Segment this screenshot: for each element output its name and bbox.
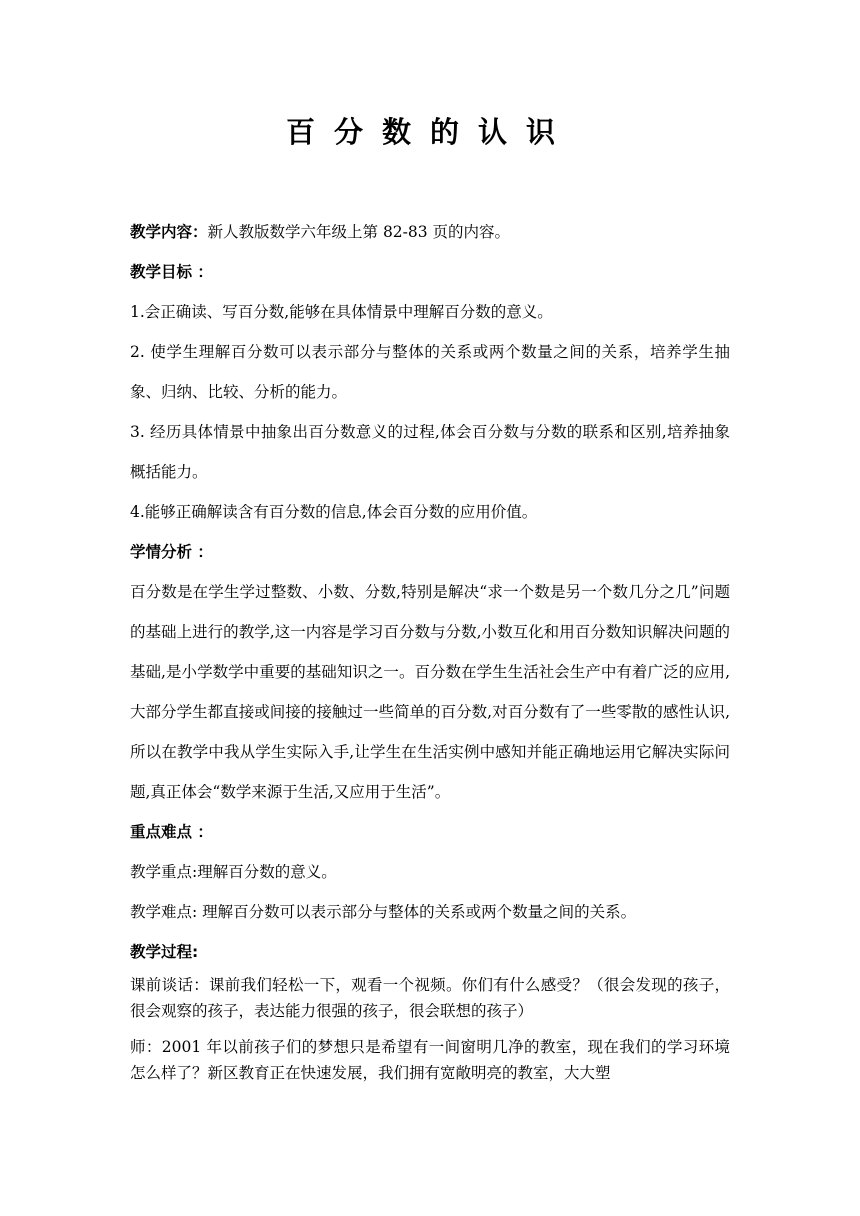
teaching-goal-1: 1.会正确读、写百分数,能够在具体情景中理解百分数的意义。 (130, 303, 553, 321)
teaching-goals-heading: 教学目标 ： (130, 263, 213, 281)
teaching-content-text: 新人教版数学六年级上第 82-83 页的内容。 (207, 223, 511, 241)
learning-analysis-text: 百分数是在学生学过整数、小数、分数,特别是解决“求一个数是另一个数几分之几”问题的基础上进行的教学,这一内容是学习百分数与分数,小数互化和用百分数知识解决问题的基础,是小学数学中重要的基础知识之一。百分数在学生生活社会生产中有着广泛的应用,大部分学生都直接或间接的接触过一些简单的百分数,对百分数有了一些零散的感性认识,所以在教学中我从学生实际入手,让学生在生活实例中感知并能正确地运用它解决实际问题,真正体会“数学来源于生活,又应用于生活”。 (130, 583, 730, 801)
document-title: 百分数的认识 (285, 115, 574, 149)
learning-analysis-heading: 学情分析 ： (130, 543, 213, 561)
teaching-content-line (130, 212, 730, 252)
teaching-goal-4: 4.能够正确解读含有百分数的信息,体会百分数的应用价值。 (130, 503, 538, 521)
document-body (130, 212, 730, 1086)
key-difficult-heading: 重点难点 ： (130, 823, 213, 841)
teaching-goal-2: 2. 使学生理解百分数可以表示部分与整体的关系或两个数量之间的关系，培养学生抽象、归纳、比较、分析的能力。 (130, 343, 730, 401)
difficult-point-text: 教学难点: 理解百分数可以表示部分与整体的关系或两个数量之间的关系。 (130, 903, 637, 921)
teaching-process-heading: 教学过程: (130, 943, 199, 961)
process-paragraph-2: 师：2001 年以前孩子们的梦想只是希望有一间窗明几净的教室，现在我们的学习环境怎么样了？新区教育正在快速发展，我们拥有宽敞明亮的教室，大大塑 (130, 1038, 730, 1082)
teaching-goal-3: 3. 经历具体情景中抽象出百分数意义的过程,体会百分数与分数的联系和区别,培养抽象概括能力。 (130, 423, 730, 481)
teaching-content-label: 教学内容： (130, 223, 208, 241)
process-paragraph-1: 课前谈话：课前我们轻松一下，观看一个视频。你们有什么感受？（很会发现的孩子，很会观察的孩子，表达能力很强的孩子，很会联想的孩子） (130, 976, 730, 1020)
key-point-text: 教学重点:理解百分数的意义。 (130, 863, 337, 881)
